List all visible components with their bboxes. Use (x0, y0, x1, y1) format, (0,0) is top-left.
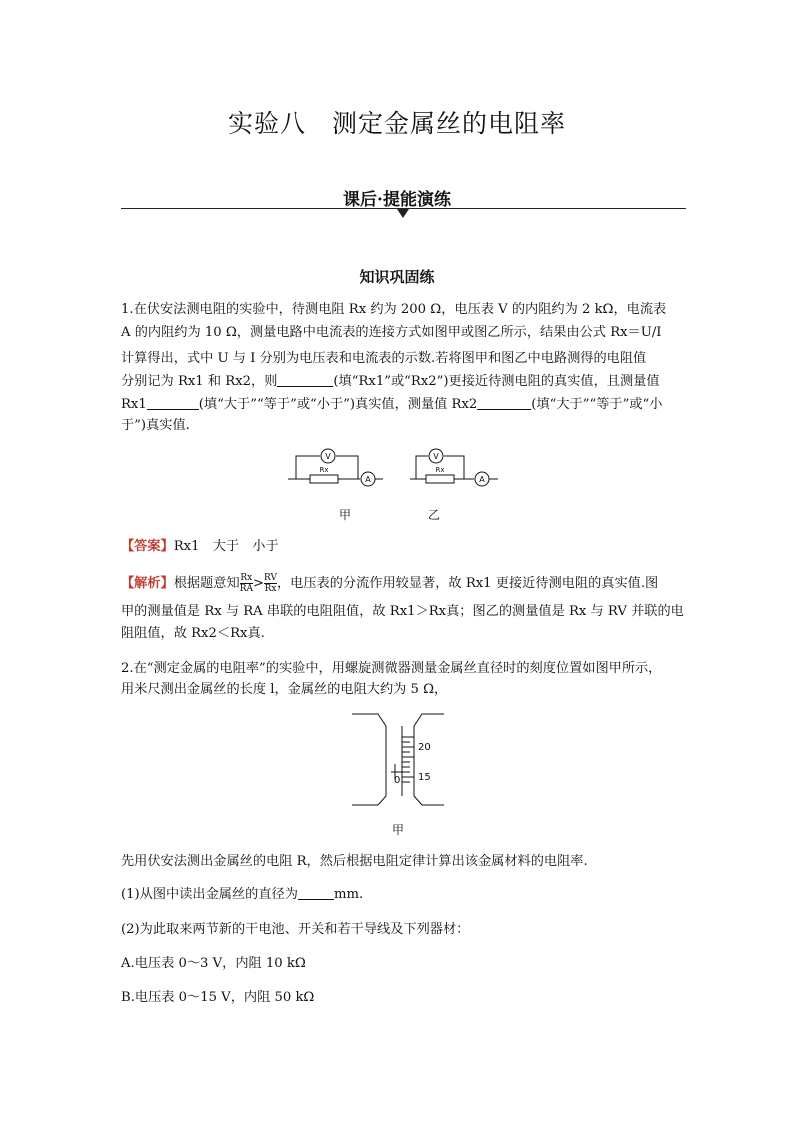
q1-line-5-text-c: (填“大于”“等于”或“小 (531, 397, 663, 412)
q2-line-1: 2.在“测定金属的电阻率”的实验中，用螺旋测微器测量金属丝直径时的刻度位置如图甲所示， (121, 661, 662, 676)
divider-triangle-marker (397, 209, 409, 218)
circuit-yi-resistor-label: Rx (435, 466, 445, 474)
q1-line-1: 1.在伏安法测电阻的实验中，待测电阻 Rx 约为 200 Ω，电压表 V 的内阻约为 2 kΩ，电流表 (121, 302, 667, 317)
fraction-1-denominator: RA (239, 584, 253, 594)
micrometer-scale-15: 15 (418, 772, 431, 783)
q1-line-5-text-a: Rx1 (121, 397, 147, 412)
circuit-yi-voltmeter-label: V (433, 452, 439, 461)
analysis-text-a: 根据题意知 (173, 576, 240, 591)
q1-line-4 (121, 372, 686, 392)
answer-tag: 【答案】 (121, 539, 174, 554)
section-subtitle: 课后·提能演练 (343, 190, 451, 210)
q2-diameter-blank[interactable] (298, 885, 334, 900)
analysis-text-b: ，电压表的分流作用较显著，故 Rx1 更接近待测电阻的真实值.图 (277, 576, 659, 591)
q1-blank-2[interactable] (147, 395, 199, 410)
analysis-line-1 (121, 573, 686, 597)
section-heading: 知识巩固练 (359, 268, 435, 286)
fraction-rv-over-rx (264, 573, 277, 594)
page-title: 实验八 测定金属丝的电阻率 (227, 109, 566, 138)
fraction-2-denominator: Rx (264, 584, 277, 594)
analysis-tag: 【解析】 (121, 576, 174, 591)
q1-blank-1[interactable] (277, 372, 333, 387)
circuit-yi-resistor (426, 475, 454, 483)
circuit-yi (410, 449, 498, 486)
q1-line-6: 于”)真实值. (121, 418, 190, 433)
q2-line-2: 用米尺测出金属丝的长度 l，金属丝的电阻大约为 5 Ω， (121, 682, 448, 697)
micrometer-frame-right (414, 714, 444, 805)
q1-blank-3[interactable] (477, 395, 531, 410)
circuit-jia-voltmeter-label: V (325, 452, 331, 461)
micrometer-frame-left (352, 714, 386, 805)
q2-sub-1-text-b: mm. (333, 887, 364, 902)
circuit-jia-resistor-label: Rx (319, 466, 329, 474)
micrometer-scale-20: 20 (418, 742, 431, 753)
q2-option-a: A.电压表 0～3 V，内阻 10 kΩ (121, 956, 306, 971)
circuit-jia-resistor (310, 475, 338, 483)
fraction-2-numerator: RV (264, 573, 277, 583)
q2-sub-1-text-a: (1)从图中读出金属丝的直径为 (121, 887, 298, 902)
circuit-yi-ammeter-label: A (479, 475, 485, 484)
q2-paragraph: 先用伏安法测出金属丝的电阻 R，然后根据电阻定律计算出该金属材料的电阻率. (121, 854, 588, 869)
circuit-diagrams (288, 446, 508, 496)
answer-text: Rx1 大于 小于 (173, 539, 279, 554)
q1-line-4-text-b: (填“Rx1”或“Rx2”)更接近待测电阻的真实值，且测量值 (333, 374, 660, 389)
q1-line-2: A 的内阻约为 10 Ω，测量电路中电流表的连接方式如图甲或图乙所示，结果由公式 Rx＝U/I (121, 325, 662, 340)
fraction-rx-over-ra (240, 573, 253, 594)
analysis-line-3: 阻阻值，故 Rx2＜Rx真. (121, 626, 265, 641)
q1-line-5-text-b: (填“大于”“等于”或“小于”)真实值，测量值 Rx2 (198, 397, 478, 412)
q2-sub-2: (2)为此取来两节新的干电池、开关和若干导线及下列器材： (121, 922, 470, 937)
q1-line-4-text-a: 分别记为 Rx1 和 Rx2，则 (121, 374, 278, 389)
q2-sub-1 (121, 885, 686, 905)
circuit-jia-wire-top-left (296, 456, 320, 479)
fraction-1-numerator: Rx (240, 573, 253, 583)
analysis-line-2: 甲的测量值是 Rx 与 RA 串联的电阻阻值，故 Rx1＞Rx真；图乙的测量值是 Rx 与 RV 并联的电 (121, 604, 684, 619)
figure-label-micrometer: 甲 (391, 823, 404, 837)
figure-label-jia: 甲 (338, 508, 351, 522)
q1-line-3: 计算得出，式中 U 与 I 分别为电压表和电流表的示数.若将图甲和图乙中电路测得的电阻值 (121, 351, 647, 366)
answer-line (121, 537, 686, 557)
greater-than-sign: > (252, 576, 265, 591)
q1-line-5 (121, 395, 686, 415)
circuit-jia-ammeter-label: A (365, 475, 371, 484)
micrometer-scale-0: 0 (394, 775, 401, 786)
circuit-jia-wire-top-right (336, 456, 358, 479)
micrometer-figure (350, 712, 446, 808)
figure-label-yi: 乙 (427, 508, 440, 522)
q2-option-b: B.电压表 0～15 V，内阻 50 kΩ (121, 990, 315, 1005)
